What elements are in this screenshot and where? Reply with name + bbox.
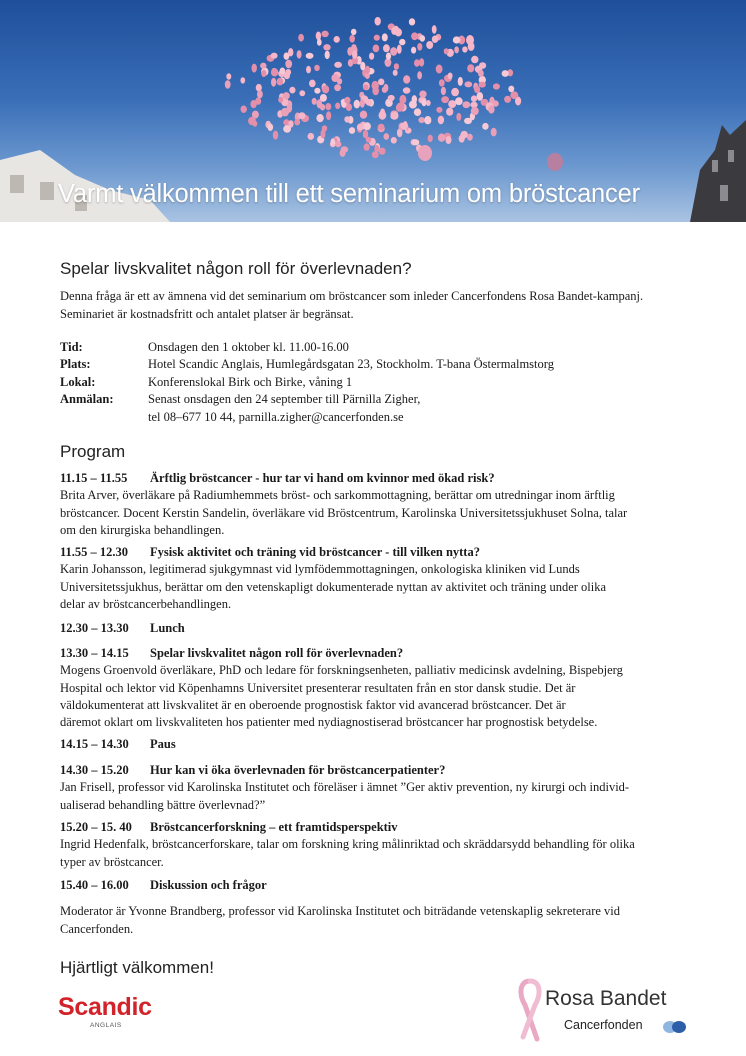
balloon (394, 63, 399, 70)
balloon (422, 99, 427, 106)
balloon (248, 117, 256, 126)
session-description: Mogens Groenvold överläkare, PhD och ledare för forskningsenheten, palliativ medicinsk avdelning, Bispebjerg Hospital och lektor vid Köpenhamns Universitet presenterar resultaten från en stor dansk studie. Det är väldokumenterat att livskvalitet är en oberoende prognostisk faktor vid avancerad bröstcancer. Det är däremot oklart om livskvaliteten hos patienter med nydiagnostiserad bröstcancer har prognostisk betydelse. (60, 663, 623, 730)
balloon (504, 96, 511, 103)
balloon (411, 32, 418, 40)
balloon (297, 50, 302, 58)
balloon (325, 103, 331, 110)
balloon (441, 96, 449, 103)
balloon (325, 51, 330, 59)
pink-ribbon-icon (515, 977, 545, 1043)
balloon (436, 65, 443, 74)
balloon (464, 81, 472, 87)
balloon (409, 18, 415, 25)
balloon (418, 145, 432, 161)
balloon (314, 88, 320, 94)
moderator-text: Moderator är Yvonne Brandberg, professor vid Karolinska Institutet och biträdande vetenskaplig sekreterare vid Cancerfonden. (60, 904, 621, 936)
balloon (271, 53, 278, 59)
balloon (462, 46, 467, 52)
session-time: 11.55 – 12.30 (60, 545, 129, 559)
page-title: Varmt välkommen till ett seminarium om bröstcancer (58, 180, 640, 208)
balloon (277, 78, 284, 86)
program-heading: Program (60, 442, 126, 461)
balloon (379, 111, 387, 120)
balloon (346, 103, 352, 111)
balloon (439, 79, 445, 86)
balloon (391, 27, 397, 35)
balloon (312, 98, 317, 105)
balloon (255, 97, 261, 104)
balloon (399, 39, 405, 45)
program-session (60, 736, 700, 753)
balloon (471, 107, 479, 116)
info-value: Onsdagen den 1 oktober kl. 11.00-16.00 (148, 340, 349, 354)
program-session (60, 762, 700, 814)
balloon (426, 41, 433, 49)
balloon (241, 106, 247, 113)
balloon (298, 112, 305, 119)
session-title: Fysisk aktivitet och träning vid bröstcancer - till vilken nytta? (150, 545, 480, 559)
balloon (426, 100, 431, 106)
session-title: Spelar livskvalitet någon roll för överlevnaden? (150, 646, 404, 660)
balloon (454, 46, 459, 53)
balloon (316, 32, 321, 41)
balloon (306, 66, 311, 73)
balloon (360, 111, 367, 119)
balloon (453, 36, 461, 43)
balloon (411, 47, 416, 54)
session-time: 11.15 – 11.55 (60, 471, 128, 485)
balloon (321, 129, 326, 138)
program-session (60, 620, 700, 637)
info-label (60, 409, 148, 426)
balloon (403, 75, 410, 83)
balloon (441, 87, 446, 95)
balloon (316, 114, 323, 122)
info-value: Senast onsdagen den 24 september till Pärnilla Zigher, (148, 392, 421, 407)
balloon (403, 87, 411, 93)
closing-text: Hjärtligt välkommen! (60, 958, 214, 977)
balloon (396, 104, 404, 112)
balloon (322, 85, 329, 93)
balloon (364, 143, 370, 150)
balloon (374, 145, 379, 153)
session-description: Brita Arver, överläkare på Radiumhemmets bröst- och sarkommottagning, berättar om utredningar inom ärftlig bröstcancer. Docent Kerstin Sandelin, överläkare vid Bröstcentrum, Karolinska Universitetssjukhuset Solna, talar om den kirurgiska behandlingen. (60, 488, 628, 537)
balloon (344, 97, 350, 104)
balloon (471, 95, 477, 102)
info-value: Hotel Scandic Anglais, Humlegårdsgatan 23, Stockholm. T-bana Östermalmstorg (148, 357, 554, 372)
balloon (374, 35, 380, 41)
balloon (365, 66, 370, 74)
balloon (306, 53, 314, 59)
balloon (378, 124, 385, 130)
rosa-bandet-logo (515, 977, 695, 1047)
balloon (467, 64, 474, 72)
program-session (60, 645, 700, 731)
balloon (261, 70, 266, 77)
balloon (351, 29, 357, 35)
session-title: Hur kan vi öka överlevnaden för bröstcancerpatienter? (150, 763, 446, 777)
balloon (458, 77, 463, 86)
balloon (335, 141, 341, 147)
balloon (314, 65, 320, 71)
balloon (446, 108, 453, 116)
program-session (60, 819, 700, 871)
session-title: Diskussion och frågor (150, 878, 267, 892)
balloon (444, 48, 449, 54)
balloon (363, 84, 369, 90)
intro-heading: Spelar livskvalitet någon roll för överlevnaden? (60, 259, 412, 278)
balloon (412, 139, 419, 145)
balloon (273, 131, 278, 140)
balloon (491, 128, 497, 137)
scandic-logo-sub: ANGLAIS (90, 1022, 122, 1029)
balloon (349, 127, 355, 134)
balloon (414, 108, 421, 116)
balloon (334, 36, 340, 43)
session-time: 15.40 – 16.00 (60, 878, 129, 892)
balloon (378, 79, 384, 86)
balloon (225, 80, 231, 89)
balloon (330, 138, 335, 145)
balloon (391, 137, 397, 144)
balloon (281, 108, 289, 117)
balloon (369, 53, 374, 60)
balloon (349, 35, 355, 43)
balloon (493, 83, 500, 89)
balloon (417, 43, 422, 51)
balloon (417, 71, 422, 79)
balloon (456, 113, 461, 121)
balloon (323, 44, 330, 50)
session-title: Bröstcancerforskning – ett framtidsperspektiv (150, 820, 398, 834)
balloon (479, 62, 486, 69)
building-right (690, 120, 746, 222)
balloon (334, 84, 341, 91)
balloon (510, 91, 518, 99)
balloon (547, 153, 563, 171)
balloon (294, 119, 300, 125)
info-label: Anmälan: (60, 392, 114, 407)
session-time: 14.30 – 15.20 (60, 763, 129, 777)
session-title: Paus (150, 737, 176, 751)
balloon (317, 39, 322, 46)
balloon (372, 81, 379, 90)
session-time: 14.15 – 14.30 (60, 737, 129, 751)
balloon (360, 99, 365, 107)
balloon (460, 131, 468, 138)
balloon (284, 72, 290, 79)
balloon (271, 78, 276, 87)
balloon (479, 82, 486, 88)
session-title: Ärftlig bröstcancer - hur tar vi hand om kvinnor med ökad risk? (150, 471, 495, 485)
balloon (285, 60, 292, 69)
balloon (386, 53, 391, 60)
balloon (474, 86, 480, 93)
hero-banner (0, 0, 746, 222)
balloon (446, 136, 452, 144)
session-description: Karin Johansson, legitimerad sjukgymnast vid lymfödemmottagningen, onkologiska kliniken vid Lunds Universitetssjukhus, berättar om den vetenskapligt dokumenterade nyttan av aktivitet och träning under olika delar av bröstcancerbehandlingen. (60, 562, 607, 611)
balloon (432, 36, 438, 43)
balloon (321, 31, 328, 38)
balloon (462, 101, 470, 108)
balloon (393, 70, 398, 76)
info-row (60, 391, 554, 408)
balloon (283, 125, 291, 133)
balloon (448, 73, 453, 80)
info-row (60, 374, 554, 391)
balloon (309, 80, 316, 88)
balloon (352, 50, 357, 59)
balloon (466, 35, 474, 45)
program-session (60, 470, 700, 539)
scandic-logo-name: Scandic (58, 993, 152, 1021)
balloon (366, 99, 372, 106)
balloon (252, 64, 257, 73)
balloon (482, 123, 488, 130)
balloon (384, 133, 390, 140)
balloon (390, 47, 397, 56)
balloon (284, 52, 290, 59)
intro-text: Denna fråga är ett av ämnena vid det seminarium om bröstcancer som inleder Cancerfondens Rosa Bandet-kampanj. Seminariet är kostnadsfritt och antalet platser är begränsat. (60, 289, 644, 321)
balloon (419, 58, 424, 66)
balloon (397, 45, 402, 54)
program-session (60, 544, 700, 613)
session-description: Jan Frisell, professor vid Karolinska Institutet och föreläser i ämnet ”Ger aktiv prevention, ny kirurgi och individ- ualiserad behandling bättre överlevnad?” (60, 780, 630, 812)
balloon (375, 17, 381, 26)
balloon (340, 149, 346, 157)
scandic-logo (58, 993, 152, 1029)
balloon (424, 116, 431, 124)
session-time: 12.30 – 13.30 (60, 621, 129, 635)
cancerfonden-icon (662, 1020, 688, 1034)
balloon (357, 124, 363, 131)
balloon (320, 94, 327, 102)
balloon (419, 91, 426, 98)
balloon (508, 86, 514, 93)
balloon (388, 95, 395, 101)
balloon (448, 100, 456, 108)
balloon (438, 116, 444, 125)
balloon (455, 97, 463, 105)
info-value: Konferenslokal Birk och Birke, våning 1 (148, 374, 353, 389)
info-row (60, 356, 554, 373)
balloon (257, 90, 263, 98)
balloon (308, 133, 315, 140)
balloon (289, 87, 295, 94)
balloon (283, 92, 290, 99)
balloon (477, 92, 484, 101)
info-row (60, 339, 554, 356)
balloon (298, 34, 304, 42)
balloon (240, 77, 245, 83)
balloon (467, 134, 473, 141)
balloon (438, 134, 445, 142)
info-label: Tid: (60, 340, 83, 354)
balloon (268, 124, 274, 131)
balloon (451, 88, 459, 96)
balloon (436, 107, 442, 113)
balloon (478, 70, 484, 77)
balloon (428, 135, 433, 142)
session-time: 13.30 – 14.15 (60, 646, 129, 660)
balloon (502, 70, 509, 77)
balloon (280, 68, 286, 75)
balloon (354, 100, 360, 109)
rosa-bandet-title: Rosa Bandet (545, 987, 667, 1010)
balloon (471, 56, 478, 63)
balloon (331, 74, 338, 82)
info-label: Plats: (60, 357, 91, 372)
balloon (382, 87, 388, 93)
balloon (488, 105, 494, 113)
balloon (420, 35, 426, 42)
info-value: tel 08–677 10 44, parnilla.zigher@cancerfonden.se (148, 409, 404, 424)
balloon (409, 101, 417, 109)
balloon (278, 97, 283, 103)
balloon (260, 63, 266, 69)
balloon (326, 111, 331, 120)
cancerfonden-name: Cancerfonden (564, 1018, 643, 1032)
balloon (414, 59, 420, 67)
event-info (60, 339, 554, 426)
balloon (271, 68, 278, 76)
balloon (373, 45, 380, 53)
info-row (60, 409, 554, 426)
balloon (364, 122, 371, 130)
program-session (60, 877, 700, 894)
session-description: Ingrid Hedenfalk, bröstcancerforskare, talar om forskning kring målinriktad och skräddarsydd behandling för olika typer av bröstcancer. (60, 837, 635, 869)
balloon (464, 118, 472, 124)
balloon (383, 44, 390, 52)
balloon (403, 121, 408, 130)
balloon (226, 73, 231, 79)
balloon (335, 103, 340, 110)
balloon (382, 33, 388, 41)
balloon (334, 62, 342, 68)
balloon (418, 117, 424, 123)
balloon (366, 137, 371, 143)
balloon (347, 47, 352, 56)
balloon (391, 112, 399, 120)
info-label: Lokal: (60, 374, 96, 389)
balloon (299, 90, 305, 96)
balloon (344, 116, 350, 122)
balloon (432, 25, 437, 34)
session-title: Lunch (150, 621, 185, 635)
session-time: 15.20 – 15. 40 (60, 820, 132, 834)
